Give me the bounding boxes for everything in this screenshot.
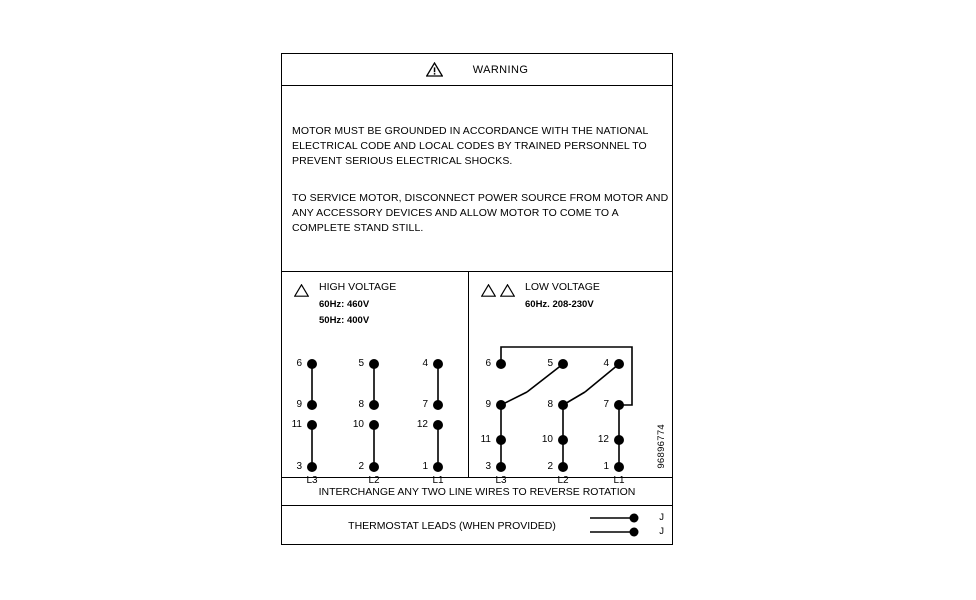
thermostat-lead-2-label: J: [659, 526, 664, 537]
part-number: 96896774: [656, 424, 667, 469]
lv-terminal-12: 12: [597, 434, 609, 445]
lv-terminal-10: 10: [541, 434, 553, 445]
hv-terminal-6: 6: [296, 358, 302, 369]
high-voltage-wiring: [282, 272, 469, 477]
high-voltage-line-2: 50Hz: 400V: [319, 315, 370, 326]
interchange-note: INTERCHANGE ANY TWO LINE WIRES TO REVERSE ROTATION: [282, 478, 672, 506]
lv-terminal-7: 7: [603, 399, 609, 410]
warning-body: [282, 86, 672, 272]
lv-terminal-4: 4: [603, 358, 609, 369]
lv-terminal-2: 2: [547, 461, 553, 472]
hv-terminal-8: 8: [358, 399, 364, 410]
lv-line-l3: L3: [495, 475, 507, 486]
lv-terminal-1: 1: [603, 461, 609, 472]
low-voltage-panel: [469, 272, 671, 486]
hv-terminal-9: 9: [296, 399, 302, 410]
lv-line-l2: L2: [557, 475, 569, 486]
warning-paragraph-1: MOTOR MUST BE GROUNDED IN ACCORDANCE WITH THE NATIONAL ELECTRICAL CODE AND LOCAL CODES BY TRAINED PERSONNEL TO PREVENT SERIOUS ELECTRICAL SHOCKS.: [292, 125, 649, 167]
motor-connection-nameplate: [281, 53, 673, 545]
high-voltage-title: HIGH VOLTAGE: [319, 281, 397, 293]
lv-terminal-3: 3: [485, 461, 491, 472]
warning-title: WARNING: [472, 63, 529, 76]
hv-line-l3: L3: [306, 475, 318, 486]
voltage-diagrams: [282, 272, 672, 486]
hv-terminal-7: 7: [422, 399, 428, 410]
low-voltage-title: LOW VOLTAGE: [525, 281, 600, 293]
hv-terminal-3: 3: [296, 461, 302, 472]
thermostat-leads-icon: [590, 512, 650, 538]
lv-terminal-6: 6: [485, 358, 491, 369]
low-voltage-wiring: [469, 272, 671, 477]
hv-terminal-10: 10: [352, 419, 364, 430]
hv-terminal-5: 5: [358, 358, 364, 369]
hv-line-l2: L2: [368, 475, 380, 486]
hv-terminal-1: 1: [422, 461, 428, 472]
lv-line-l1: L1: [613, 475, 625, 486]
thermostat-lead-1-label: J: [659, 512, 664, 523]
lv-terminal-9: 9: [485, 399, 491, 410]
warning-paragraph-2: TO SERVICE MOTOR, DISCONNECT POWER SOURCE FROM MOTOR AND ANY ACCESSORY DEVICES AND ALLOW MOTOR TO COME TO A COMPLETE STAND STILL.: [292, 192, 669, 234]
hv-terminal-12: 12: [416, 419, 428, 430]
low-voltage-line-1: 60Hz. 208-230V: [525, 299, 594, 310]
hv-line-l1: L1: [432, 475, 444, 486]
lv-terminal-11: 11: [480, 434, 491, 445]
high-voltage-panel: [282, 272, 469, 486]
hv-terminal-11: 11: [291, 419, 302, 430]
lv-terminal-5: 5: [547, 358, 553, 369]
hv-terminal-4: 4: [422, 358, 428, 369]
high-voltage-line-1: 60Hz: 460V: [319, 299, 370, 310]
lv-terminal-8: 8: [547, 399, 553, 410]
thermostat-label: THERMOSTAT LEADS (WHEN PROVIDED): [348, 519, 556, 532]
hv-terminal-2: 2: [358, 461, 364, 472]
warning-triangle-icon: [426, 62, 443, 77]
warning-header: [282, 54, 672, 86]
thermostat-section: [282, 506, 672, 545]
